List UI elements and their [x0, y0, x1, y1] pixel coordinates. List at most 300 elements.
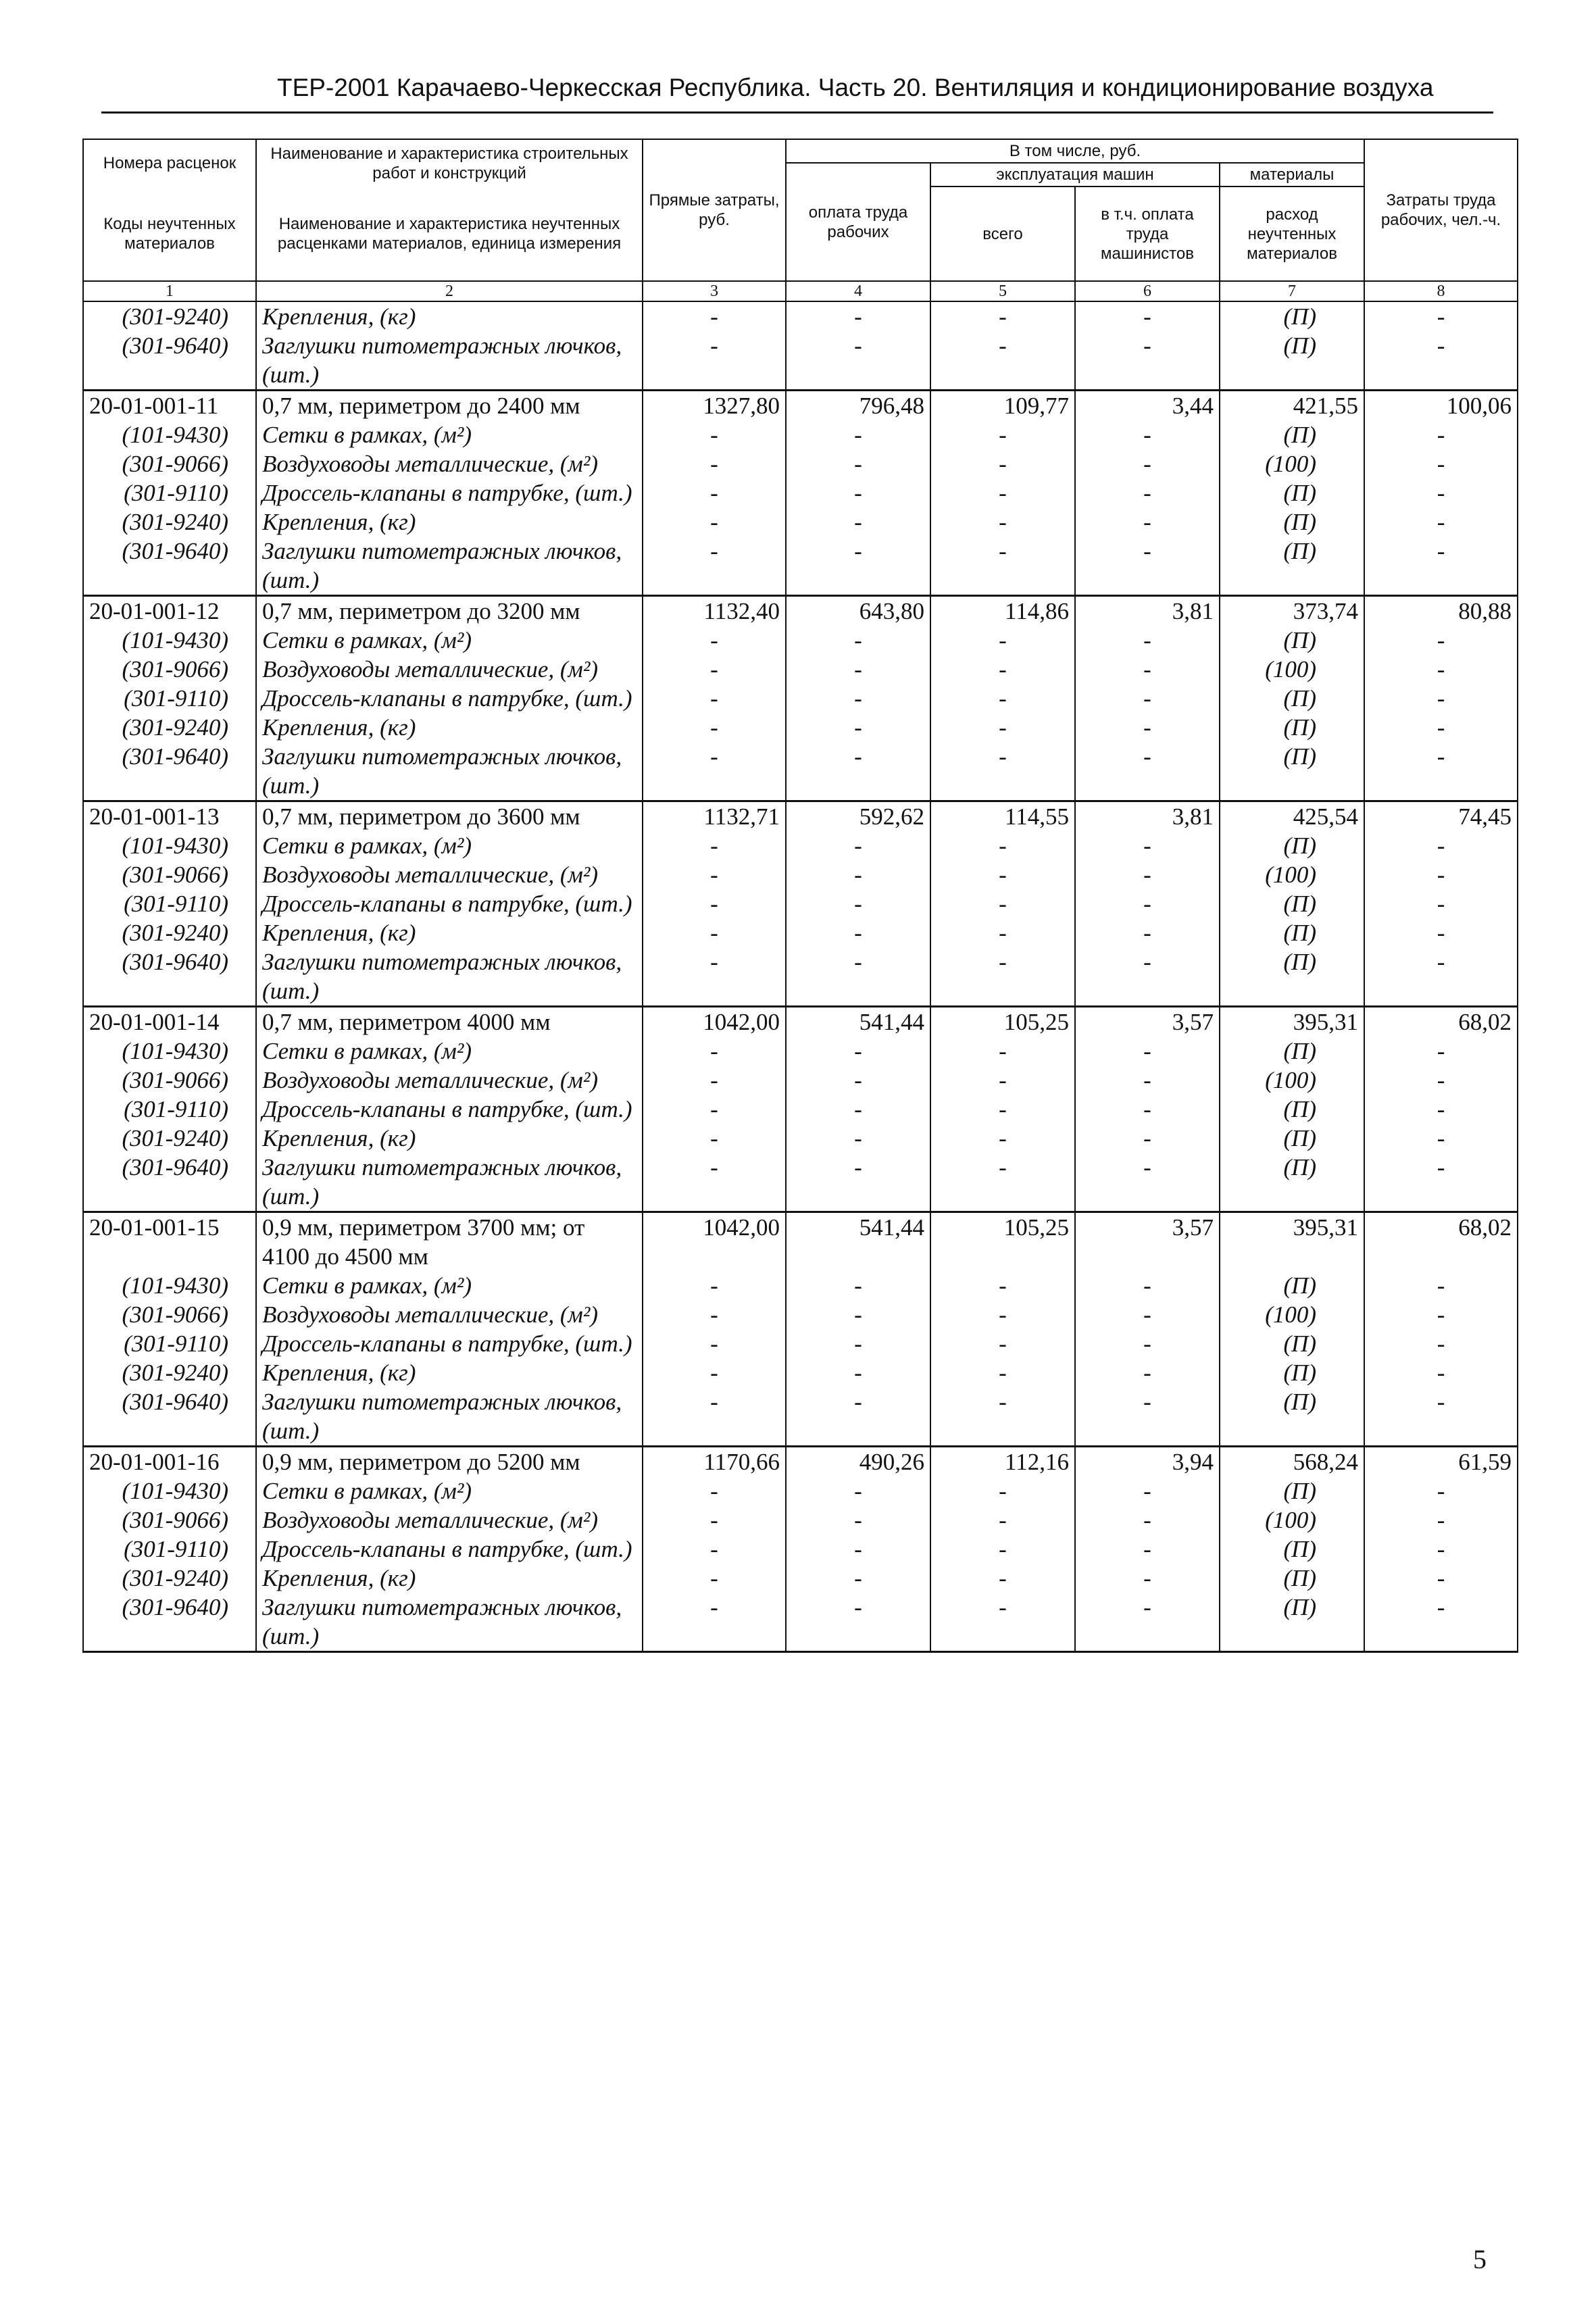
column-numbers-row: [83, 281, 1518, 301]
rate-code: 20-01-001-13: [83, 801, 256, 832]
material-usage: 395,31: [1220, 1212, 1364, 1272]
rate-code: (301-9240): [83, 1358, 256, 1387]
col-number: 2: [256, 281, 643, 301]
direct-costs: -: [643, 947, 786, 1007]
labor-hours: -: [1364, 301, 1518, 331]
rate-code: (301-9240): [83, 918, 256, 947]
material-row: [83, 655, 1518, 684]
labor-hours: -: [1364, 1271, 1518, 1300]
direct-costs: -: [643, 889, 786, 918]
machines-total: 105,25: [930, 1212, 1075, 1272]
rate-code: 20-01-001-12: [83, 596, 256, 626]
machines-total: -: [930, 478, 1075, 507]
direct-costs: -: [643, 420, 786, 449]
item-name: Дроссель-клапаны в патрубке, (шт.): [256, 478, 643, 507]
material-usage: (П): [1220, 742, 1364, 801]
direct-costs: -: [643, 713, 786, 742]
labor-hours: -: [1364, 1329, 1518, 1358]
direct-costs: -: [643, 1300, 786, 1329]
machines-total: -: [930, 1037, 1075, 1066]
material-usage: (П): [1220, 889, 1364, 918]
machines-total: -: [930, 331, 1075, 391]
machinist-pay: -: [1075, 860, 1220, 889]
material-usage: (100): [1220, 449, 1364, 478]
rate-code: (301-9240): [83, 301, 256, 331]
material-row: [83, 478, 1518, 507]
machinist-pay: -: [1075, 831, 1220, 860]
material-usage: (П): [1220, 331, 1364, 391]
direct-costs: 1170,66: [643, 1447, 786, 1477]
machinist-pay: -: [1075, 1329, 1220, 1358]
labor-pay: 490,26: [786, 1447, 930, 1477]
material-row: [83, 1037, 1518, 1066]
item-name: Заглушки питометражных лючков, (шт.): [256, 742, 643, 801]
item-name: Сетки в рамках, (м²): [256, 1476, 643, 1505]
labor-hours: 61,59: [1364, 1447, 1518, 1477]
material-row: [83, 1535, 1518, 1564]
rate-code: (301-9066): [83, 449, 256, 478]
material-row: [83, 331, 1518, 391]
machinist-pay: -: [1075, 1066, 1220, 1095]
item-name: Сетки в рамках, (м²): [256, 420, 643, 449]
machinist-pay: -: [1075, 478, 1220, 507]
material-row: [83, 507, 1518, 537]
material-row: [83, 626, 1518, 655]
rate-code: 20-01-001-14: [83, 1007, 256, 1037]
machines-total: -: [930, 889, 1075, 918]
direct-costs: -: [643, 1271, 786, 1300]
item-name: Сетки в рамках, (м²): [256, 831, 643, 860]
machinist-pay: -: [1075, 1300, 1220, 1329]
item-name: Заглушки питометражных лючков, (шт.): [256, 331, 643, 391]
labor-pay: -: [786, 1095, 930, 1124]
item-name: Дроссель-клапаны в патрубке, (шт.): [256, 1095, 643, 1124]
labor-hours: 74,45: [1364, 801, 1518, 832]
rate-code: (301-9110): [83, 1095, 256, 1124]
rate-code: (301-9066): [83, 1066, 256, 1095]
labor-hours: -: [1364, 1387, 1518, 1447]
direct-costs: -: [643, 1124, 786, 1153]
labor-pay: -: [786, 889, 930, 918]
rate-code: (101-9430): [83, 420, 256, 449]
machinist-pay: -: [1075, 889, 1220, 918]
rate-code: 20-01-001-11: [83, 391, 256, 421]
item-name: 0,7 мм, периметром до 3200 мм: [256, 596, 643, 626]
col-number: 4: [786, 281, 930, 301]
direct-costs: -: [643, 1564, 786, 1593]
item-name: Воздуховоды металлические, (м²): [256, 1505, 643, 1535]
direct-costs: -: [643, 449, 786, 478]
material-usage: (100): [1220, 1066, 1364, 1095]
machines-total: -: [930, 537, 1075, 596]
machinist-pay: -: [1075, 1153, 1220, 1212]
material-usage: 421,55: [1220, 391, 1364, 421]
material-usage: (П): [1220, 537, 1364, 596]
machinist-pay: -: [1075, 947, 1220, 1007]
item-name: Крепления, (кг): [256, 1124, 643, 1153]
rate-row: [83, 1447, 1518, 1477]
labor-hours: -: [1364, 860, 1518, 889]
rate-code: (301-9640): [83, 742, 256, 801]
machinist-pay: -: [1075, 1535, 1220, 1564]
direct-costs: -: [643, 1387, 786, 1447]
direct-costs: -: [643, 331, 786, 391]
col-header-material-codes: Коды неучтенных материалов: [83, 186, 256, 281]
rate-row: [83, 801, 1518, 832]
rate-code: (301-9110): [83, 478, 256, 507]
direct-costs: -: [643, 1037, 786, 1066]
rate-code: (101-9430): [83, 1476, 256, 1505]
labor-pay: -: [786, 1037, 930, 1066]
material-row: [83, 1505, 1518, 1535]
item-name: Воздуховоды металлические, (м²): [256, 655, 643, 684]
material-usage: (П): [1220, 1037, 1364, 1066]
item-name: 0,9 мм, периметром 3700 мм; от 4100 до 4500 мм: [256, 1212, 643, 1272]
col-header-rate-numbers: Номера расценок: [83, 139, 256, 186]
col-header-material-usage: расход неучтенных материалов: [1220, 186, 1364, 281]
material-row: [83, 1358, 1518, 1387]
rate-code: (301-9110): [83, 889, 256, 918]
machinist-pay: -: [1075, 1476, 1220, 1505]
direct-costs: 1132,71: [643, 801, 786, 832]
labor-pay: -: [786, 301, 930, 331]
page-number: 5: [1473, 2244, 1487, 2274]
labor-hours: -: [1364, 331, 1518, 391]
machinist-pay: -: [1075, 301, 1220, 331]
col-number: 8: [1364, 281, 1518, 301]
labor-pay: -: [786, 918, 930, 947]
material-row: [83, 1329, 1518, 1358]
material-usage: (П): [1220, 301, 1364, 331]
labor-pay: -: [786, 1300, 930, 1329]
machinist-pay: -: [1075, 742, 1220, 801]
rate-code: (301-9640): [83, 331, 256, 391]
labor-pay: -: [786, 1124, 930, 1153]
col-header-material-name: Наименование и характеристика неучтенных расценками материалов, единица измерения: [256, 186, 643, 281]
machines-total: 114,55: [930, 801, 1075, 832]
material-usage: (П): [1220, 713, 1364, 742]
labor-pay: -: [786, 713, 930, 742]
labor-pay: -: [786, 537, 930, 596]
rate-code: (301-9066): [83, 1505, 256, 1535]
material-usage: (П): [1220, 831, 1364, 860]
col-header-work-name: Наименование и характеристика строительных работ и конструкций: [256, 139, 643, 186]
machinist-pay: 3,81: [1075, 801, 1220, 832]
labor-pay: -: [786, 655, 930, 684]
material-row: [83, 1153, 1518, 1212]
item-name: Заглушки питометражных лючков, (шт.): [256, 537, 643, 596]
direct-costs: -: [643, 831, 786, 860]
machines-total: -: [930, 1535, 1075, 1564]
labor-pay: 796,48: [786, 391, 930, 421]
labor-pay: 643,80: [786, 596, 930, 626]
item-name: Воздуховоды металлические, (м²): [256, 1300, 643, 1329]
machinist-pay: -: [1075, 713, 1220, 742]
machines-total: -: [930, 947, 1075, 1007]
labor-pay: -: [786, 831, 930, 860]
direct-costs: -: [643, 1476, 786, 1505]
machinist-pay: -: [1075, 420, 1220, 449]
material-usage: (П): [1220, 1387, 1364, 1447]
rate-row: [83, 596, 1518, 626]
machinist-pay: -: [1075, 1564, 1220, 1593]
item-name: 0,7 мм, периметром 4000 мм: [256, 1007, 643, 1037]
machines-total: -: [930, 1593, 1075, 1652]
material-row: [83, 1124, 1518, 1153]
material-row: [83, 1271, 1518, 1300]
rate-code: (301-9640): [83, 947, 256, 1007]
rate-code: (301-9240): [83, 713, 256, 742]
machines-total: -: [930, 1476, 1075, 1505]
item-name: 0,7 мм, периметром до 2400 мм: [256, 391, 643, 421]
labor-hours: -: [1364, 713, 1518, 742]
material-usage: (П): [1220, 1564, 1364, 1593]
col-header-machines-total: всего: [930, 186, 1075, 281]
rates-table: [82, 139, 1518, 1653]
machines-total: -: [930, 713, 1075, 742]
direct-costs: -: [643, 918, 786, 947]
rate-code: (101-9430): [83, 1037, 256, 1066]
direct-costs: -: [643, 1593, 786, 1652]
direct-costs: -: [643, 1535, 786, 1564]
col-header-labor-hours: Затраты труда рабочих, чел.-ч.: [1364, 139, 1518, 281]
item-name: Крепления, (кг): [256, 1564, 643, 1593]
rate-code: (301-9066): [83, 860, 256, 889]
material-usage: (П): [1220, 1329, 1364, 1358]
rate-code: (301-9110): [83, 684, 256, 713]
material-usage: (П): [1220, 1124, 1364, 1153]
direct-costs: 1042,00: [643, 1212, 786, 1272]
labor-hours: -: [1364, 449, 1518, 478]
labor-hours: 68,02: [1364, 1212, 1518, 1272]
col-header-materials: материалы: [1220, 163, 1364, 186]
labor-hours: -: [1364, 655, 1518, 684]
item-name: Заглушки питометражных лючков, (шт.): [256, 947, 643, 1007]
labor-hours: -: [1364, 1535, 1518, 1564]
direct-costs: -: [643, 1095, 786, 1124]
item-name: Крепления, (кг): [256, 301, 643, 331]
machinist-pay: -: [1075, 655, 1220, 684]
labor-pay: -: [786, 1593, 930, 1652]
labor-hours: -: [1364, 947, 1518, 1007]
direct-costs: -: [643, 655, 786, 684]
material-usage: (П): [1220, 478, 1364, 507]
material-usage: 373,74: [1220, 596, 1364, 626]
machines-total: 105,25: [930, 1007, 1075, 1037]
machinist-pay: 3,57: [1075, 1212, 1220, 1272]
material-row: [83, 1476, 1518, 1505]
col-number: 6: [1075, 281, 1220, 301]
machines-total: -: [930, 742, 1075, 801]
direct-costs: -: [643, 537, 786, 596]
material-usage: (П): [1220, 1476, 1364, 1505]
item-name: Крепления, (кг): [256, 918, 643, 947]
rate-code: (301-9110): [83, 1535, 256, 1564]
machines-total: 114,86: [930, 596, 1075, 626]
item-name: Дроссель-клапаны в патрубке, (шт.): [256, 1535, 643, 1564]
machines-total: 112,16: [930, 1447, 1075, 1477]
header-rule: [101, 111, 1493, 114]
direct-costs: 1132,40: [643, 596, 786, 626]
machines-total: -: [930, 1153, 1075, 1212]
labor-hours: -: [1364, 831, 1518, 860]
labor-pay: -: [786, 507, 930, 537]
labor-pay: 541,44: [786, 1007, 930, 1037]
item-name: Дроссель-клапаны в патрубке, (шт.): [256, 1329, 643, 1358]
rate-row: [83, 391, 1518, 421]
machines-total: -: [930, 626, 1075, 655]
material-row: [83, 1300, 1518, 1329]
item-name: Сетки в рамках, (м²): [256, 1037, 643, 1066]
rate-code: (301-9066): [83, 1300, 256, 1329]
direct-costs: -: [643, 626, 786, 655]
machines-total: -: [930, 301, 1075, 331]
rate-code: (301-9640): [83, 1153, 256, 1212]
material-usage: (П): [1220, 918, 1364, 947]
machines-total: -: [930, 1271, 1075, 1300]
direct-costs: -: [643, 684, 786, 713]
machinist-pay: -: [1075, 1593, 1220, 1652]
rate-code: (301-9640): [83, 1387, 256, 1447]
labor-hours: 80,88: [1364, 596, 1518, 626]
labor-pay: -: [786, 860, 930, 889]
labor-pay: -: [786, 331, 930, 391]
labor-hours: -: [1364, 626, 1518, 655]
labor-pay: -: [786, 1153, 930, 1212]
rate-code: (301-9240): [83, 1564, 256, 1593]
col-number: 7: [1220, 281, 1364, 301]
direct-costs: -: [643, 1329, 786, 1358]
item-name: Воздуховоды металлические, (м²): [256, 1066, 643, 1095]
item-name: Дроссель-клапаны в патрубке, (шт.): [256, 684, 643, 713]
material-row: [83, 537, 1518, 596]
machines-total: -: [930, 655, 1075, 684]
labor-hours: -: [1364, 478, 1518, 507]
rate-code: (301-9640): [83, 537, 256, 596]
direct-costs: 1327,80: [643, 391, 786, 421]
direct-costs: -: [643, 1358, 786, 1387]
material-usage: (П): [1220, 1095, 1364, 1124]
labor-pay: -: [786, 626, 930, 655]
labor-hours: -: [1364, 420, 1518, 449]
labor-hours: -: [1364, 742, 1518, 801]
machinist-pay: -: [1075, 1271, 1220, 1300]
labor-hours: -: [1364, 1358, 1518, 1387]
direct-costs: -: [643, 1153, 786, 1212]
labor-hours: 100,06: [1364, 391, 1518, 421]
item-name: Заглушки питометражных лючков, (шт.): [256, 1387, 643, 1447]
rate-code: 20-01-001-16: [83, 1447, 256, 1477]
direct-costs: -: [643, 507, 786, 537]
material-row: [83, 947, 1518, 1007]
machines-total: -: [930, 1358, 1075, 1387]
labor-hours: -: [1364, 1095, 1518, 1124]
labor-pay: -: [786, 742, 930, 801]
item-name: Воздуховоды металлические, (м²): [256, 860, 643, 889]
labor-hours: -: [1364, 918, 1518, 947]
machinist-pay: -: [1075, 507, 1220, 537]
material-usage: (П): [1220, 684, 1364, 713]
machines-total: -: [930, 1387, 1075, 1447]
machinist-pay: 3,44: [1075, 391, 1220, 421]
machinist-pay: -: [1075, 626, 1220, 655]
rate-code: (101-9430): [83, 1271, 256, 1300]
labor-hours: -: [1364, 537, 1518, 596]
material-row: [83, 1387, 1518, 1447]
labor-hours: -: [1364, 1300, 1518, 1329]
table-body: [83, 281, 1518, 1652]
labor-hours: -: [1364, 1593, 1518, 1652]
col-number: 5: [930, 281, 1075, 301]
labor-hours: -: [1364, 507, 1518, 537]
labor-pay: -: [786, 1387, 930, 1447]
direct-costs: -: [643, 742, 786, 801]
machines-total: 109,77: [930, 391, 1075, 421]
machines-total: -: [930, 1300, 1075, 1329]
material-row: [83, 1564, 1518, 1593]
machines-total: -: [930, 1505, 1075, 1535]
labor-pay: -: [786, 947, 930, 1007]
machines-total: -: [930, 1329, 1075, 1358]
item-name: Дроссель-клапаны в патрубке, (шт.): [256, 889, 643, 918]
labor-hours: -: [1364, 1476, 1518, 1505]
material-usage: (П): [1220, 1358, 1364, 1387]
material-usage: 568,24: [1220, 1447, 1364, 1477]
material-row: [83, 713, 1518, 742]
material-usage: (П): [1220, 1593, 1364, 1652]
machines-total: -: [930, 1124, 1075, 1153]
machines-total: -: [930, 1095, 1075, 1124]
labor-pay: -: [786, 1066, 930, 1095]
col-header-labor-pay: оплата труда рабочих: [786, 163, 930, 281]
labor-pay: -: [786, 1329, 930, 1358]
material-usage: (100): [1220, 1300, 1364, 1329]
material-usage: (П): [1220, 420, 1364, 449]
material-row: [83, 684, 1518, 713]
material-row: [83, 301, 1518, 331]
material-row: [83, 1095, 1518, 1124]
machinist-pay: -: [1075, 684, 1220, 713]
material-row: [83, 1066, 1518, 1095]
rate-code: 20-01-001-15: [83, 1212, 256, 1272]
machinist-pay: 3,94: [1075, 1447, 1220, 1477]
labor-hours: -: [1364, 1153, 1518, 1212]
material-usage: (П): [1220, 626, 1364, 655]
item-name: Сетки в рамках, (м²): [256, 626, 643, 655]
item-name: Заглушки питометражных лючков, (шт.): [256, 1153, 643, 1212]
labor-pay: 592,62: [786, 801, 930, 832]
labor-hours: 68,02: [1364, 1007, 1518, 1037]
labor-pay: 541,44: [786, 1212, 930, 1272]
material-row: [83, 918, 1518, 947]
machines-total: -: [930, 507, 1075, 537]
material-usage: (П): [1220, 1153, 1364, 1212]
labor-pay: -: [786, 420, 930, 449]
machinist-pay: 3,57: [1075, 1007, 1220, 1037]
machinist-pay: -: [1075, 1387, 1220, 1447]
labor-pay: -: [786, 1564, 930, 1593]
col-number: 3: [643, 281, 786, 301]
machines-total: -: [930, 684, 1075, 713]
labor-hours: -: [1364, 1066, 1518, 1095]
machinist-pay: -: [1075, 449, 1220, 478]
machinist-pay: -: [1075, 1358, 1220, 1387]
labor-hours: -: [1364, 1564, 1518, 1593]
rate-code: (101-9430): [83, 831, 256, 860]
machines-total: -: [930, 1564, 1075, 1593]
direct-costs: -: [643, 1505, 786, 1535]
rate-code: (301-9240): [83, 507, 256, 537]
